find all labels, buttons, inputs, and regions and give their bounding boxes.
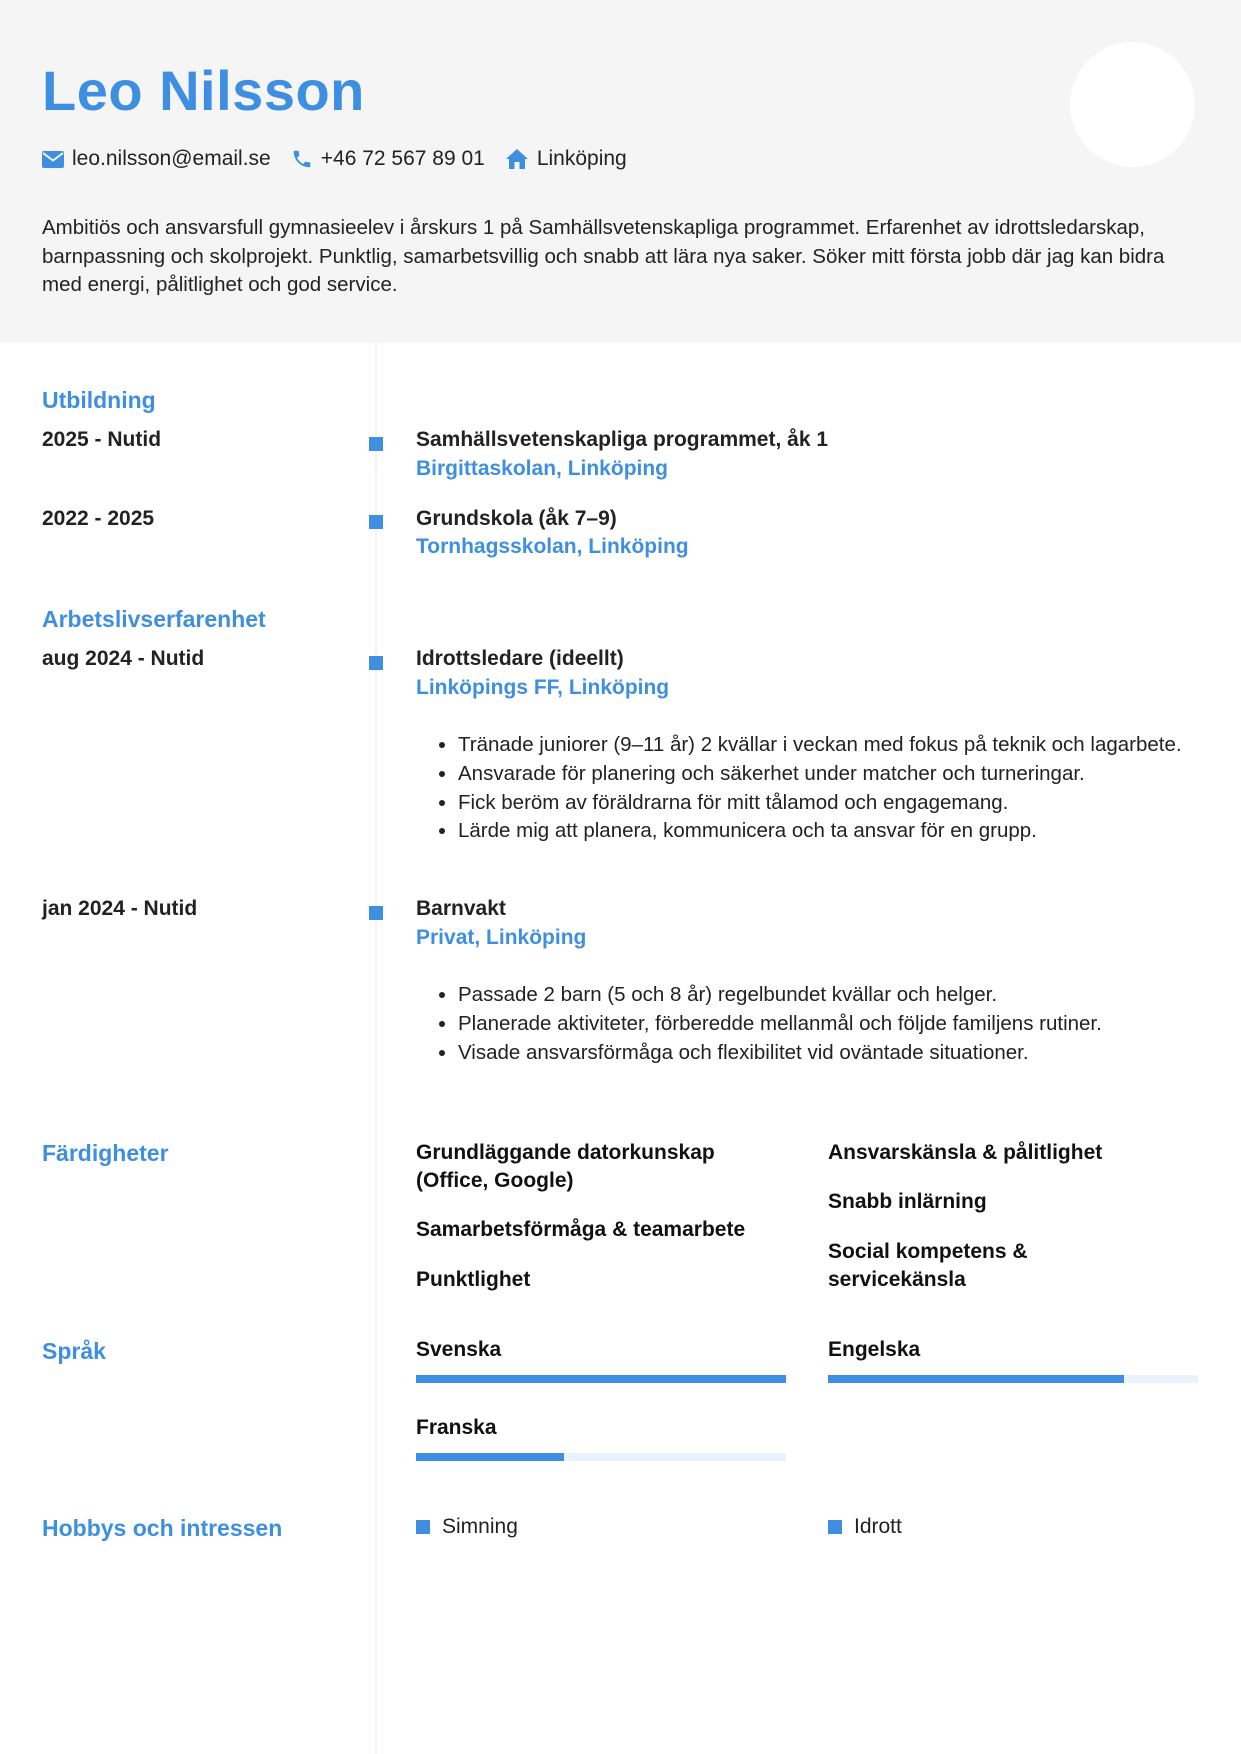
section-title-education: Utbildning — [42, 387, 156, 413]
phone-text: +46 72 567 89 01 — [320, 147, 485, 170]
list-item: • Lärde mig att planera, kommunicera och ta ansvar för en grupp. — [458, 817, 1238, 846]
language-level-bar — [828, 1375, 1198, 1383]
list-item: • Passade 2 barn (5 och 8 år) regelbundet kvällar och helger. — [458, 981, 1238, 1010]
section-title-experience: Arbetslivserfarenhet — [42, 606, 266, 632]
timeline-marker — [369, 437, 383, 451]
contact-email[interactable] — [42, 147, 271, 171]
education-school: Birgittaskolan, Linköping — [416, 457, 669, 480]
experience-title: Idrottsledare (ideellt) — [416, 647, 624, 670]
timeline-marker — [369, 515, 383, 529]
experience-org: Privat, Linköping — [416, 926, 587, 949]
list-item: • Tränade juniorer (9–11 år) 2 kvällar i veckan med fokus på teknik och lagarbete. — [458, 731, 1238, 760]
hobby-label: Simning — [442, 1515, 518, 1538]
section-title-skills: Färdigheter — [42, 1140, 169, 1166]
language-level-bar — [416, 1375, 786, 1383]
envelope-icon — [42, 151, 64, 168]
language-level-bar — [416, 1453, 786, 1461]
education-date: 2022 - 2025 — [42, 507, 155, 530]
experience-date: jan 2024 - Nutid — [42, 897, 198, 920]
timeline-marker — [369, 906, 383, 920]
profile-photo — [1070, 42, 1195, 167]
list-item: • Fick beröm av föräldrarna för mitt tålamod och engagemang. — [458, 789, 1238, 818]
experience-date: aug 2024 - Nutid — [42, 647, 205, 670]
skill-item: Samarbetsförmåga & teamarbete — [416, 1218, 746, 1241]
contact-location — [505, 147, 627, 171]
language-level-fill — [828, 1375, 1124, 1383]
list-item: • Visade ansvarsförmåga och flexibilitet vid oväntade situationer. — [458, 1039, 1238, 1068]
header — [0, 0, 1241, 343]
column-divider — [375, 343, 377, 1754]
experience-bullets — [416, 981, 1238, 1067]
phone-icon — [291, 148, 313, 170]
hobby-label: Idrott — [854, 1515, 902, 1538]
language-name: Engelska — [828, 1338, 921, 1361]
skill-item: Ansvarskänsla & pålitlighet — [828, 1141, 1103, 1164]
square-bullet-icon — [828, 1520, 842, 1534]
home-icon — [505, 148, 529, 170]
education-date: 2025 - Nutid — [42, 428, 162, 451]
square-bullet-icon — [416, 1520, 430, 1534]
education-title: Grundskola (åk 7–9) — [416, 507, 617, 530]
profile-summary: Ambitiös och ansvarsfull gymnasieelev i årskurs 1 på Samhällsvetenskapliga programmet. Erfarenhet av idrottsledarskap, barnpassning och skolprojekt. Punktlig, samarbetsvillig och snabb att lära nya saker. Söker mitt första jobb där jag kan bidra med energi, pålitlighet och god service. — [42, 216, 1165, 296]
language-name: Svenska — [416, 1338, 502, 1361]
skill-item: Grundläggande datorkunskap (Office, Google) — [416, 1141, 715, 1192]
hobby-item — [828, 1515, 902, 1539]
timeline-marker — [369, 656, 383, 670]
skill-item: Punktlighet — [416, 1268, 531, 1291]
education-title: Samhällsvetenskapliga programmet, åk 1 — [416, 428, 829, 451]
contact-info — [42, 144, 647, 174]
list-item: • Ansvarade för planering och säkerhet under matcher och turneringar. — [458, 760, 1238, 789]
skill-item: Snabb inlärning — [828, 1190, 987, 1213]
section-title-languages: Språk — [42, 1338, 106, 1364]
section-title-hobbies: Hobbys och intressen — [42, 1515, 283, 1541]
education-school: Tornhagsskolan, Linköping — [416, 535, 689, 558]
language-level-fill — [416, 1375, 786, 1383]
list-item: • Planerade aktiviteter, förberedde mellanmål och följde familjens rutiner. — [458, 1010, 1238, 1039]
candidate-name: Leo Nilsson — [42, 59, 365, 122]
email-text: leo.nilsson@email.se — [72, 147, 271, 170]
experience-title: Barnvakt — [416, 897, 506, 920]
language-name: Franska — [416, 1416, 497, 1439]
contact-phone[interactable] — [291, 147, 485, 171]
experience-org: Linköpings FF, Linköping — [416, 676, 670, 699]
hobby-item — [416, 1515, 518, 1539]
experience-bullets — [416, 731, 1238, 846]
language-level-fill — [416, 1453, 564, 1461]
skill-item: Social kompetens & servicekänsla — [828, 1240, 1028, 1291]
location-text: Linköping — [536, 147, 627, 170]
